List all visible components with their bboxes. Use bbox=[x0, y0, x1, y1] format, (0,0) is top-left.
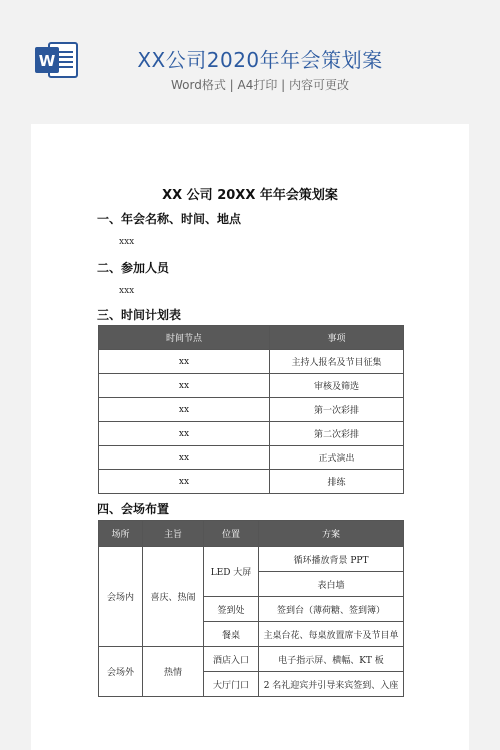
section-body-2: xxx bbox=[119, 286, 135, 296]
table-row bbox=[99, 422, 404, 446]
venue-plan-cell: 签到台（薄荷糖、签到簿） bbox=[259, 597, 404, 622]
section-heading-1: 一、年会名称、时间、地点 bbox=[97, 212, 242, 226]
table-cell: xx bbox=[99, 374, 270, 398]
table-row bbox=[99, 647, 404, 672]
table-row bbox=[99, 446, 404, 470]
table-row bbox=[99, 350, 404, 374]
section-body-1: xxx bbox=[119, 237, 135, 247]
table-cell: 第二次彩排 bbox=[270, 422, 404, 446]
word-icon-letter: W bbox=[38, 52, 56, 70]
venue-plan-cell: 2 名礼迎宾并引导来宾签到、入座 bbox=[259, 672, 404, 697]
table-cell: 第一次彩排 bbox=[270, 398, 404, 422]
table-cell: xx bbox=[99, 350, 270, 374]
venue-position-cell: 餐桌 bbox=[204, 622, 259, 647]
header bbox=[0, 0, 500, 110]
page-subtitle: Word格式 | A4打印 | 内容可更改 bbox=[170, 78, 350, 92]
section-heading-3: 三、时间计划表 bbox=[97, 308, 182, 322]
venue-plan-cell: 主桌台花、每桌放置席卡及节目单 bbox=[259, 622, 404, 647]
page-title: XX公司2020年年会策划案 bbox=[137, 48, 383, 72]
venue-position-cell: 大厅门口 bbox=[204, 672, 259, 697]
table-cell: xx bbox=[99, 422, 270, 446]
venue-plan-cell: 电子指示屏、横幅、KT 板 bbox=[259, 647, 404, 672]
section-heading-4: 四、会场布置 bbox=[97, 502, 170, 516]
venue-table bbox=[98, 520, 404, 697]
table-header-row bbox=[99, 326, 404, 350]
venue-place-cell: 会场内 bbox=[99, 547, 143, 647]
table-cell: 正式演出 bbox=[270, 446, 404, 470]
venue-position-cell: 酒店入口 bbox=[204, 647, 259, 672]
table-row bbox=[99, 374, 404, 398]
table-cell: 审核及筛选 bbox=[270, 374, 404, 398]
table-cell: xx bbox=[99, 470, 270, 494]
table-cell: 排练 bbox=[270, 470, 404, 494]
schedule-table bbox=[98, 325, 404, 494]
table-cell: xx bbox=[99, 398, 270, 422]
venue-position-cell: 签到处 bbox=[204, 597, 259, 622]
table-row bbox=[99, 470, 404, 494]
venue-place-cell: 会场外 bbox=[99, 647, 143, 697]
column-header: 主旨 bbox=[143, 521, 204, 547]
table-header-row bbox=[99, 521, 404, 547]
venue-plan-cell: 循环播放背景 PPT bbox=[259, 547, 404, 572]
table-row bbox=[99, 398, 404, 422]
column-header: 事项 bbox=[270, 326, 404, 350]
column-header: 位置 bbox=[204, 521, 259, 547]
table-row bbox=[99, 547, 404, 572]
document-page bbox=[31, 124, 469, 750]
table-cell: 主持人报名及节目征集 bbox=[270, 350, 404, 374]
column-header: 场所 bbox=[99, 521, 143, 547]
table-cell: xx bbox=[99, 446, 270, 470]
venue-position-cell: LED 大屏 bbox=[204, 547, 259, 597]
column-header: 方案 bbox=[259, 521, 404, 547]
venue-theme-cell: 喜庆、热闹 bbox=[143, 547, 204, 647]
column-header: 时间节点 bbox=[99, 326, 270, 350]
document-title: XX 公司 20XX 年年会策划案 bbox=[162, 188, 338, 203]
venue-plan-cell: 表白墙 bbox=[259, 572, 404, 597]
section-heading-2: 二、参加人员 bbox=[97, 261, 170, 275]
venue-theme-cell: 热情 bbox=[143, 647, 204, 697]
